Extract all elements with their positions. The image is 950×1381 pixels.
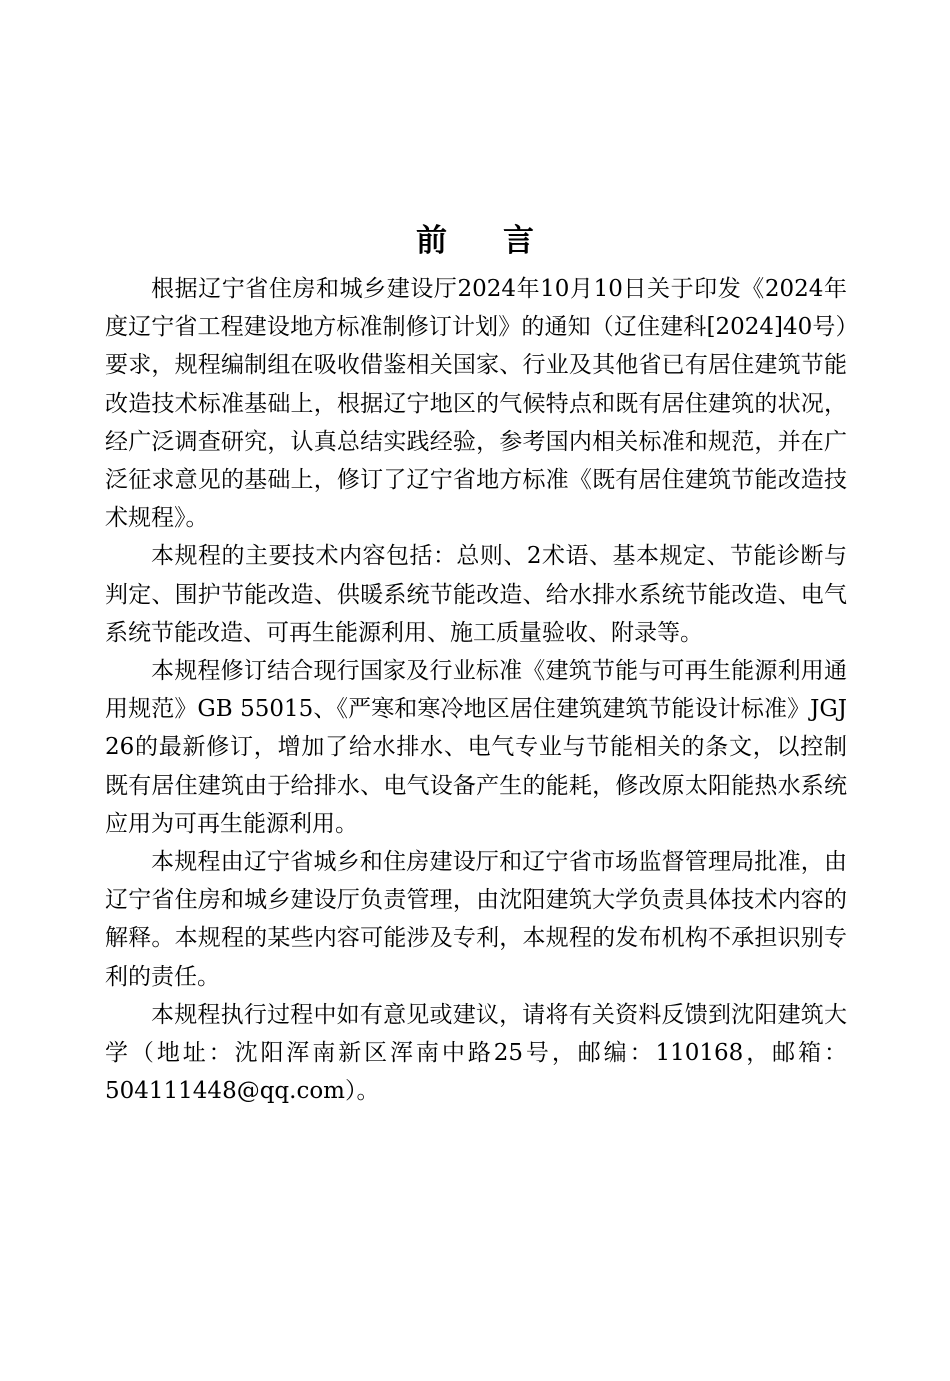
paragraph-5: 本规程执行过程中如有意见或建议，请将有关资料反馈到沈阳建筑大学（地址：沈阳浑南新区浑南中路25号，邮编：110168，邮箱：504111448@qq.com）。 xyxy=(105,1001,847,1105)
paragraph-1: 根据辽宁省住房和城乡建设厅2024年10月10日关于印发《2024年度辽宁省工程建设地方标准制修订计划》的通知（辽住建科[2024]40号）要求，规程编制组在吸收借鉴相关国家、行业及其他省已有居住建筑节能改造技术标准基础上，根据辽宁地区的气候特点和既有居住建筑的状况，经广泛调查研究，认真总结实践经验，参考国内相关标准和规范，并在广泛征求意见的基础上，修订了辽宁省地方标准《既有居住建筑节能改造技术规程》。 xyxy=(105,276,847,532)
page-title: 前言 xyxy=(416,222,590,259)
paragraph-2: 本规程的主要技术内容包括：总则、2术语、基本规定、节能诊断与判定、围护节能改造、供暖系统节能改造、给水排水系统节能改造、电气系统节能改造、可再生能源利用、施工质量验收、附录等。 xyxy=(105,543,847,646)
paragraph-3: 本规程修订结合现行国家及行业标准《建筑节能与可再生能源利用通用规范》GB 55015、《严寒和寒冷地区居住建筑建筑节能设计标准》JGJ 26的最新修订，增加了给水排水、电气专业与节能相关的条文，以控制既有居住建筑由于给排水、电气设备产生的能耗，修改原太阳能热水系统应用为可再生能源利用。 xyxy=(105,658,847,837)
paragraph-4: 本规程由辽宁省城乡和住房建设厅和辽宁省市场监督管理局批准，由辽宁省住房和城乡建设厅负责管理，由沈阳建筑大学负责具体技术内容的解释。本规程的某些内容可能涉及专利，本规程的发布机构不承担识别专利的责任。 xyxy=(105,849,847,990)
preface-body xyxy=(105,270,847,1110)
